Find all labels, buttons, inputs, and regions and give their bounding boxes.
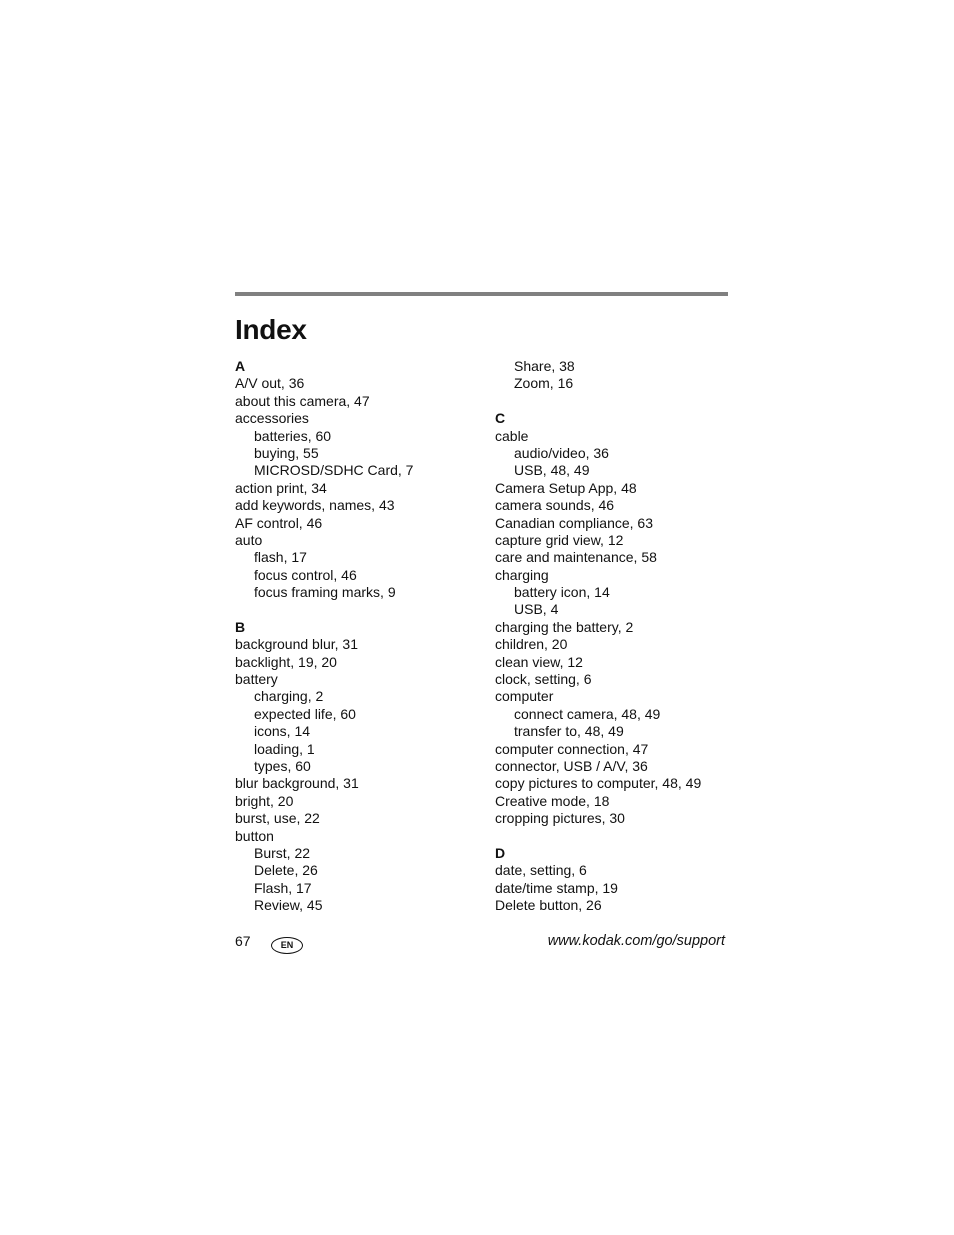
index-subentry: battery icon, 14	[514, 584, 610, 601]
index-entry: bright, 20	[235, 792, 294, 809]
support-url: www.kodak.com/go/support	[547, 933, 725, 949]
index-subentry: Review, 45	[254, 897, 323, 914]
index-entry: AF control, 46	[235, 514, 323, 531]
index-subentry: connect camera, 48, 49	[514, 705, 661, 722]
index-entry: accessories	[235, 410, 309, 427]
index-entry: charging	[495, 566, 549, 583]
index-letter-heading: C	[495, 410, 506, 427]
index-entry: about this camera, 47	[235, 392, 370, 409]
index-section	[495, 845, 735, 915]
index-entry: clean view, 12	[495, 653, 583, 670]
index-subentry: charging, 2	[254, 688, 324, 705]
index-entry: Camera Setup App, 48	[495, 479, 637, 496]
index-entry: Delete button, 26	[495, 897, 602, 914]
index-section	[235, 619, 485, 915]
index-letter-heading: B	[235, 618, 246, 635]
index-subentry: flash, 17	[254, 549, 307, 566]
index-entry: cable	[495, 427, 529, 444]
index-entry: charging the battery, 2	[495, 618, 634, 635]
index-subentry: USB, 4	[514, 601, 559, 618]
index-entry: date/time stamp, 19	[495, 879, 618, 896]
index-entry: Creative mode, 18	[495, 792, 610, 809]
index-column-left	[235, 358, 485, 915]
index-entry: burst, use, 22	[235, 810, 320, 827]
index-letter-heading: D	[495, 844, 506, 861]
index-entry: date, setting, 6	[495, 862, 587, 879]
index-entry: computer	[495, 688, 554, 705]
index-entry: children, 20	[495, 636, 568, 653]
index-entry: connector, USB / A/V, 36	[495, 757, 648, 774]
index-entry: battery	[235, 671, 278, 688]
index-entry: clock, setting, 6	[495, 671, 592, 688]
index-subentry: buying, 55	[254, 444, 319, 461]
language-badge-icon: EN	[271, 937, 303, 954]
index-subentry: Burst, 22	[254, 844, 311, 861]
index-subentry: types, 60	[254, 757, 311, 774]
page-title: Index	[235, 314, 307, 345]
index-entry: action print, 34	[235, 479, 327, 496]
index-entry: blur background, 31	[235, 775, 359, 792]
index-subentry: Zoom, 16	[514, 375, 574, 392]
index-subentry: focus control, 46	[254, 566, 357, 583]
index-subentry: audio/video, 36	[514, 444, 609, 461]
index-column-right	[495, 358, 735, 915]
index-entry: backlight, 19, 20	[235, 653, 337, 670]
header-rule	[235, 292, 728, 296]
index-subentry: Share, 38	[514, 358, 575, 374]
page-footer	[235, 932, 725, 956]
index-subentry: USB, 48, 49	[514, 462, 590, 479]
index-subentry: icons, 14	[254, 723, 311, 740]
index-letter-heading: A	[235, 358, 246, 374]
index-subentry: Delete, 26	[254, 862, 318, 879]
index-subentry: loading, 1	[254, 740, 315, 757]
index-entry: background blur, 31	[235, 636, 358, 653]
index-entry: care and maintenance, 58	[495, 549, 657, 566]
index-entry: button	[235, 827, 274, 844]
index-entry: capture grid view, 12	[495, 531, 624, 548]
index-entry: add keywords, names, 43	[235, 497, 395, 514]
index-entry: copy pictures to computer, 48, 49	[495, 775, 702, 792]
index-entry: auto	[235, 531, 263, 548]
index-entry: cropping pictures, 30	[495, 810, 625, 827]
index-subentry: batteries, 60	[254, 427, 332, 444]
index-section	[495, 358, 735, 393]
index-entry: A/V out, 36	[235, 375, 305, 392]
index-section	[235, 358, 485, 601]
index-entry: computer connection, 47	[495, 740, 649, 757]
page-number: 67	[235, 933, 251, 949]
index-subentry: transfer to, 48, 49	[514, 723, 624, 740]
index-subentry: MICROSD/SDHC Card, 7	[254, 462, 414, 479]
index-section	[495, 410, 735, 827]
index-entry: Canadian compliance, 63	[495, 514, 653, 531]
index-subentry: expected life, 60	[254, 705, 356, 722]
index-subentry: focus framing marks, 9	[254, 584, 396, 601]
index-subentry: Flash, 17	[254, 879, 312, 896]
index-entry: camera sounds, 46	[495, 497, 615, 514]
